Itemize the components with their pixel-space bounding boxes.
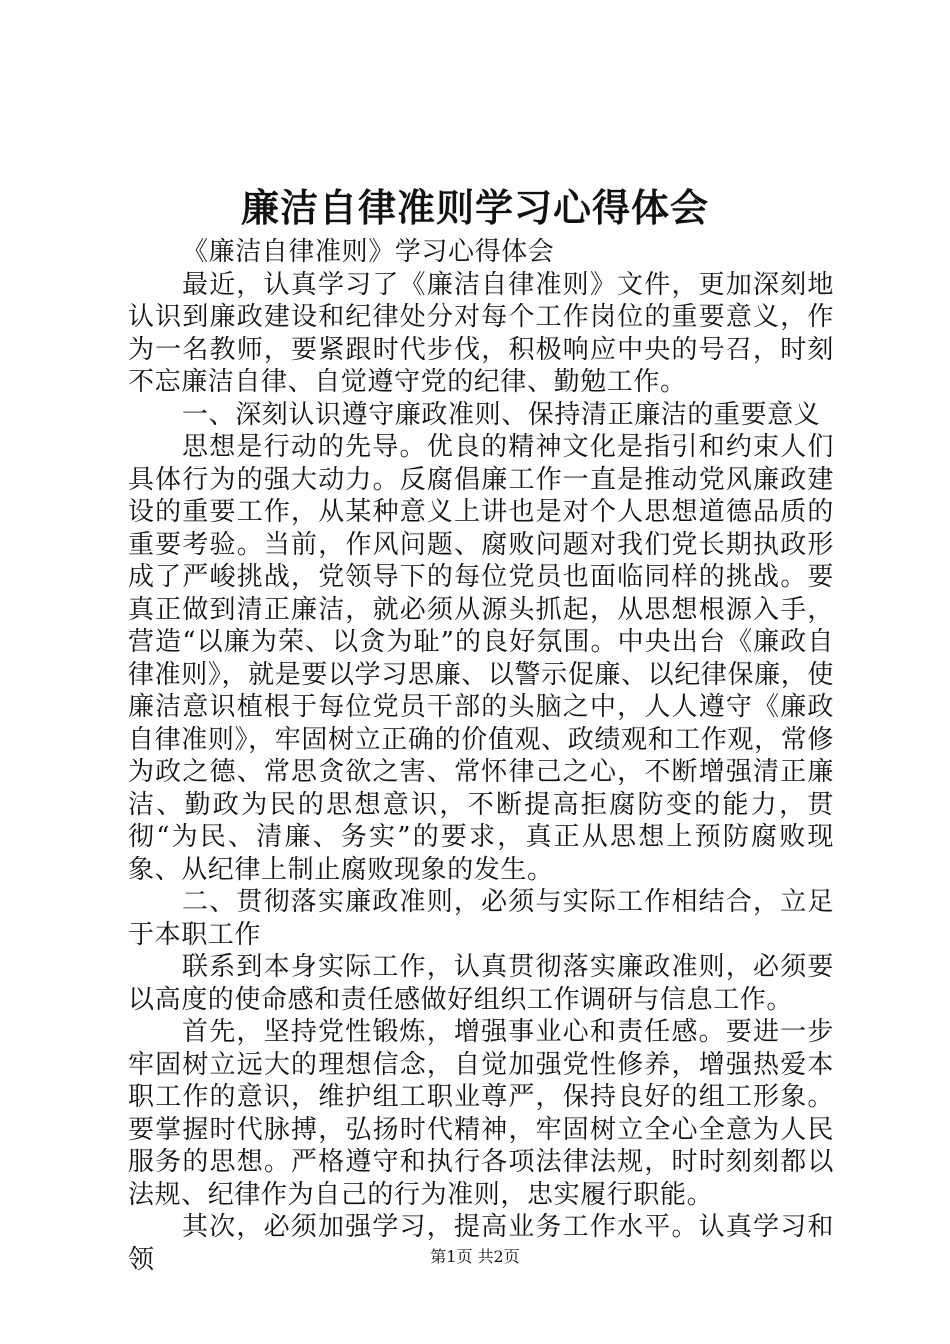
document-body [128, 236, 834, 1276]
paragraph-section-2: 联系到本身实际工作，认真贯彻落实廉政准则，必须要以高度的使命感和责任感做好组织工作调研与信息工作。 [128, 952, 834, 1015]
section-heading-1: 一、深刻认识遵守廉政准则、保持清正廉洁的重要意义 [182, 399, 821, 430]
paragraph-intro: 最近，认真学习了《廉洁自律准则》文件，更加深刻地认识到廉政建设和纪律处分对每个工作岗位的重要意义，作为一名教师，要紧跟时代步伐，积极响应中央的号召，时刻不忘廉洁自律、自觉遵守党的纪律、勤勉工作。 [128, 269, 834, 397]
section-heading-2: 二、贯彻落实廉政准则，必须与实际工作相结合，立足于本职工作 [128, 887, 834, 950]
paragraph-subtitle: 《廉洁自律准则》学习心得体会 [182, 237, 555, 267]
paragraph-second-point: 其次，必须加强学习，提高业务工作水平。认真学习和领 [128, 1212, 834, 1275]
paragraph-section-1: 思想是行动的先导。优良的精神文化是指引和约束人们具体行为的强大动力。反腐倡廉工作一直是推动党风廉政建设的重要工作，从某种意义上讲也是对个人思想道德品质的重要考验。当前，作风问题、腐败问题对我们党长期执政形成了严峻挑战，党领导下的每位党员也面临同样的挑战。要真正做到清正廉洁，就必须从源头抓起，从思想根源入手，营造“以廉为荣、以贪为耻”的良好氛围。中央出台《廉政自律准则》，就是要以学习思廉、以警示促廉、以纪律保廉，使廉洁意识植根于每位党员干部的头脑之中，人人遵守《廉政自律准则》，牢固树立正确的价值观、政绩观和工作观，常修为政之德、常思贪欲之害、常怀律己之心，不断增强清正廉洁、勤政为民的思想意识，不断提高拒腐防变的能力，贯彻“为民、清廉、务实”的要求，真正从思想上预防腐败现象、从纪律上制止腐败现象的发生。 [128, 432, 834, 885]
paragraph-first-point: 首先，坚持党性锻炼，增强事业心和责任感。要进一步牢固树立远大的理想信念，自觉加强党性修养，增强热爱本职工作的意识，维护组工职业尊严，保持良好的组工形象。要掌握时代脉搏，弘扬时代精神，牢固树立全心全意为人民服务的思想。严格遵守和执行各项法律法规，时时刻刻都以法规、纪律作为自己的行为准则，忠实履行职能。 [128, 1017, 834, 1210]
document-title: 廉洁自律准则学习心得体会 [240, 185, 709, 230]
page-number-footer: 第1页 共2页 [430, 1247, 520, 1266]
